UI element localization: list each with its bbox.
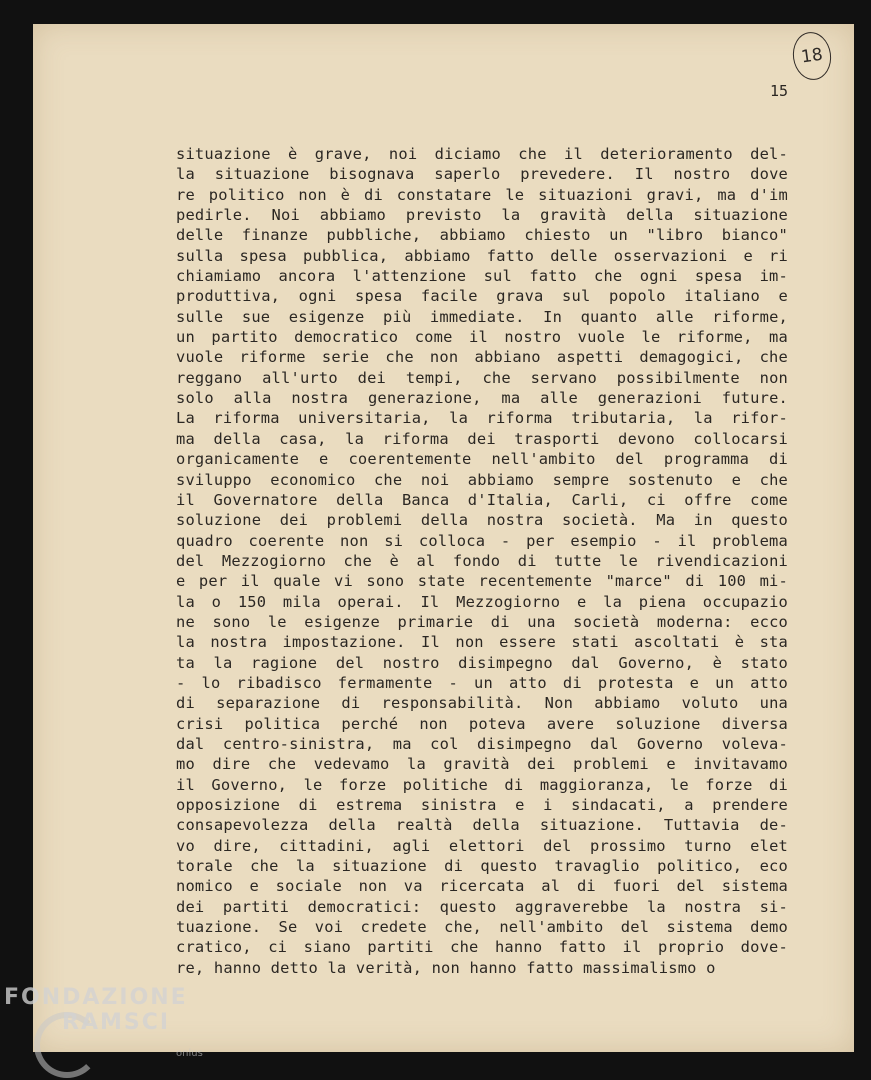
- text-line: sviluppo economico che noi abbiamo sempre sostenuto e che: [176, 470, 788, 489]
- watermark: [4, 985, 188, 1035]
- text-line: crisi politica perché non poteva avere soluzione diversa: [176, 714, 788, 733]
- text-line: vo dire, cittadini, agli elettori del prossimo turno elet: [176, 836, 788, 855]
- text-line: consapevolezza della realtà della situazione. Tuttavia de-: [176, 816, 788, 835]
- text-line: tuazione. Se voi credete che, nell'ambito del sistema demo: [176, 918, 788, 937]
- text-line: - lo ribadisco fermamente - un atto di protesta e un atto: [176, 673, 788, 692]
- text-line: di separazione di responsabilità. Non abbiamo voluto una: [176, 694, 788, 713]
- text-line: il Governatore della Banca d'Italia, Carli, ci offre come: [176, 490, 788, 509]
- text-line: situazione è grave, noi diciamo che il deterioramento del-: [176, 145, 788, 163]
- text-line: delle finanze pubbliche, abbiamo chiesto un "libro bianco": [176, 226, 788, 245]
- text-line: organicamente e coerentemente nell'ambito del programma di: [176, 450, 788, 469]
- text-line: mo dire che vedevamo la gravità dei problemi e invitavamo: [176, 755, 788, 774]
- watermark-sub: onlus: [176, 1048, 203, 1059]
- text-line: quadro coerente non si colloca - per esempio - il problema: [176, 531, 788, 550]
- text-line: la situazione bisognava saperlo prevedere. Il nostro dove: [176, 165, 788, 184]
- text-line: solo alla nostra generazione, ma alle generazioni future.: [176, 389, 788, 408]
- text-line: re, hanno detto la verità, non hanno fatto massimalismo o: [176, 958, 716, 977]
- text-line: ne sono le esigenze primarie di una società moderna: ecco: [176, 612, 788, 631]
- text-line: opposizione di estrema sinistra e i sindacati, a prendere: [176, 796, 788, 814]
- text-line: sulle sue esigenze più immediate. In quanto alle riforme,: [176, 307, 788, 326]
- text-line: ma della casa, la riforma dei trasporti devono collocarsi: [176, 429, 788, 448]
- text-line: la o 150 mila operai. Il Mezzogiorno e la piena occupazio: [176, 592, 788, 611]
- text-line: sulla spesa pubblica, abbiamo fatto delle osservazioni e ri: [176, 246, 788, 265]
- text-line: soluzione dei problemi della nostra società. Ma in questo: [176, 511, 788, 530]
- text-line: ta la ragione del nostro disimpegno dal Governo, è stato: [176, 653, 788, 672]
- text-line: nomico e sociale non va ricercata al di fuori del sistema: [176, 877, 788, 896]
- text-line: reggano all'urto dei tempi, che servano possibilmente non: [176, 368, 788, 387]
- typed-text-body: [176, 144, 788, 978]
- text-line: produttiva, ogni spesa facile grava sul popolo italiano e: [176, 287, 788, 306]
- archive-stamp: 18: [790, 30, 834, 83]
- watermark-line1: FONDAZIONE: [4, 985, 188, 1010]
- watermark-line2: RAMSCI: [62, 1010, 171, 1035]
- text-line: La riforma universitaria, la riforma tributaria, la rifor-: [176, 409, 788, 428]
- text-line: re politico non è di constatare le situazioni gravi, ma d'im: [176, 185, 788, 204]
- text-line: la nostra impostazione. Il non essere stati ascoltati è sta: [176, 633, 788, 652]
- text-line: torale che la situazione di questo travaglio politico, eco: [176, 857, 788, 876]
- text-line: dal centro-sinistra, ma col disimpegno dal Governo voleva-: [176, 734, 788, 753]
- text-line: cratico, ci siano partiti che hanno fatto il proprio dove-: [176, 938, 788, 957]
- text-line: del Mezzogiorno che è al fondo di tutte le rivendicazioni: [176, 551, 788, 570]
- text-line: chiamiamo ancora l'attenzione sul fatto che ogni spesa im-: [176, 267, 788, 286]
- page-number: 15: [770, 82, 789, 100]
- text-line: il Governo, le forze politiche di maggioranza, le forze di: [176, 775, 788, 794]
- text-line: dei partiti democratici: questo aggraverebbe la nostra si-: [176, 897, 788, 916]
- text-line: pedirle. Noi abbiamo previsto la gravità della situazione: [176, 206, 788, 225]
- text-line: un partito democratico come il nostro vuole le riforme, ma: [176, 328, 788, 347]
- text-line: vuole riforme serie che non abbiano aspetti demagogici, che: [176, 348, 788, 367]
- text-line: e per il quale vi sono state recentemente "marce" di 100 mi-: [176, 572, 788, 591]
